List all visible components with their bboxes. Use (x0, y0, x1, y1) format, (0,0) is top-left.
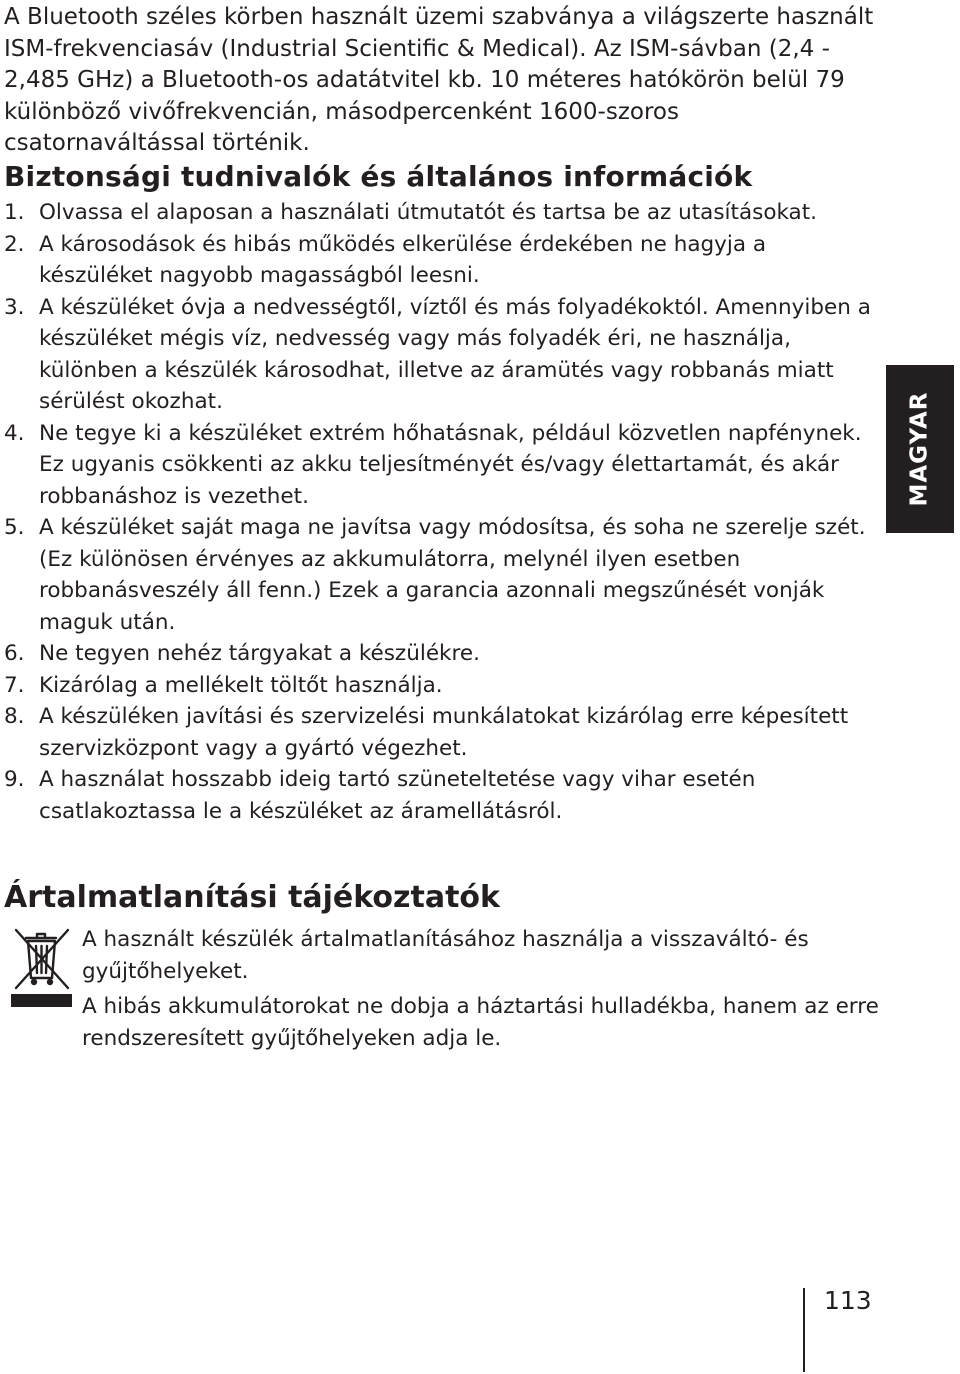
item-text: A készüléken javítási és szervizelési munkálatokat kizárólag erre képesített szervizközpont vagy a gyártó végezhet. (39, 704, 849, 761)
item-text: Ne tegyen nehéz tárgyakat a készülékre. (39, 641, 480, 666)
item-number: 3. (4, 294, 25, 320)
item-text: Ne tegye ki a készüléket extrém hőhatásnak, például közvetlen napfénynek. Ez ugyanis csökkenti az akku teljesítményét és/vagy élettartamát, és akár robbanáshoz is vezethet. (39, 420, 862, 509)
language-side-tab (886, 365, 954, 533)
safety-item (4, 701, 877, 764)
item-number: 4. (4, 420, 25, 446)
item-text: A károsodások és hibás működés elkerülése érdekében ne hagyja a készüléket nagyobb magasságból leesni. (39, 231, 767, 288)
item-text: A használat hosszabb ideig tartó szüneteltetése vagy vihar esetén csatlakoztassa le a készüléket az áramellátásról. (39, 767, 756, 824)
item-text: Kizárólag a mellékelt töltőt használja. (39, 672, 443, 698)
crossed-out-wheelie-bin-icon (10, 922, 74, 1018)
safety-section-title: Biztonsági tudnivalók és általános információk (4, 160, 753, 193)
item-number: 6. (4, 641, 25, 666)
item-text: Olvassa el alaposan a használati útmutatót és tartsa be az utasításokat. (39, 200, 817, 225)
item-number: 5. (4, 515, 25, 540)
disposal-paragraph: A hibás akkumulátorokat ne dobja a háztartási hulladékba, hanem az erre rendszeresített gyűjtőhelyeken adja le. (82, 994, 879, 1051)
item-number: 8. (4, 704, 25, 729)
language-tab-label: MAGYAR (907, 391, 933, 507)
disposal-paragraph: A használt készülék ártalmatlanításához használja a visszaváltó- és gyűjtőhelyeket. (82, 927, 809, 984)
page-number: 113 (824, 1286, 872, 1315)
item-number: 1. (4, 200, 25, 225)
safety-item (4, 764, 877, 827)
item-number: 7. (4, 672, 25, 698)
safety-item (4, 670, 877, 702)
safety-item (4, 418, 877, 513)
item-text: A készüléket saját maga ne javítsa vagy módosítsa, és soha ne szerelje szét. (Ez különösen érvényes az akkumulátorra, melynél ilyen esetben robbanásveszély áll fenn.) Ezek a garancia azonnali megszűnését vonják maguk után. (39, 515, 866, 635)
safety-item (4, 292, 877, 418)
disposal-text (82, 924, 882, 1058)
item-number: 2. (4, 231, 25, 257)
safety-item (4, 197, 877, 229)
item-number: 9. (4, 767, 25, 792)
safety-item (4, 512, 877, 638)
safety-item (4, 638, 877, 670)
page-number-divider (803, 1288, 805, 1372)
safety-item (4, 229, 877, 292)
safety-list (4, 197, 877, 827)
item-text: A készüléket óvja a nedvességtől, víztől és más folyadékoktól. Amennyiben a készüléket mégis víz, nedvesség vagy más folyadék éri, ne használja, különben a készülék károsodhat, illetve az áramütés vagy robbanás miatt sérülést okozhat. (39, 294, 871, 414)
intro-paragraph: A Bluetooth széles körben használt üzemi szabványa a világszerte használt ISM-frekvenciasáv (Industrial Scientific & Medical). Az ISM-sávban (2,4 - 2,485 GHz) a Bluetooth-os adatátvitel kb. 10 méteres hatókörön belül 79 különböző vivőfrekvencián, másodpercenként 1600-szoros csatornaváltással történik. (4, 4, 874, 156)
disposal-section-title: Ártalmatlanítási tájékoztatók (4, 880, 500, 915)
